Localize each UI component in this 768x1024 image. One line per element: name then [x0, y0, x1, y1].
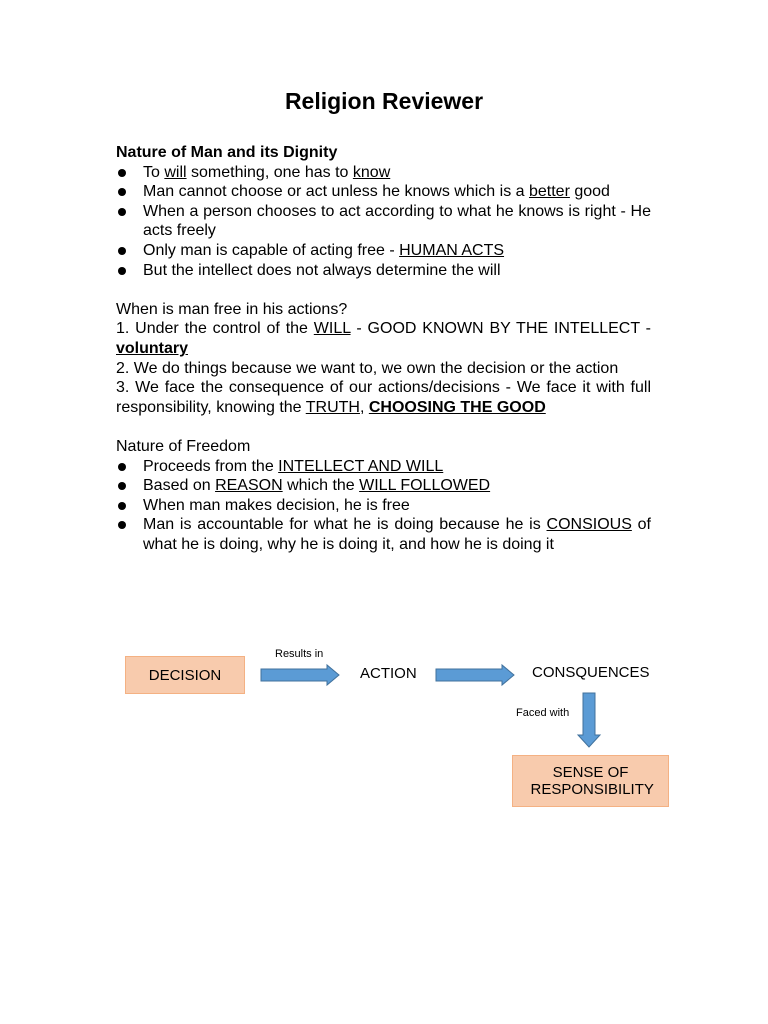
numbered-item: 3. We face the consequence of our actions/decisions - We face it with full responsibility, knowing the TRUTH, CHOOSING THE GOOD	[116, 379, 651, 416]
question-free-actions: When is man free in his actions?	[116, 300, 348, 318]
bullet-item: Proceeds from the INTELLECT AND WILL	[116, 457, 651, 477]
bullet-item: Only man is capable of acting free - HUMAN ACTS	[116, 241, 651, 261]
numbered-item: 2. We do things because we want to, we own the decision or the action	[116, 359, 619, 377]
results-in-label: Results in	[275, 648, 324, 660]
arrow-right-icon	[436, 665, 514, 685]
bullet-item: But the intellect does not always determine the will	[116, 261, 651, 281]
document-body	[116, 143, 651, 554]
consequences-label: CONSQUENCES	[532, 664, 650, 681]
responsibility-label: SENSE OF RESPONSIBILITY	[530, 764, 654, 798]
section-heading-nature-of-man: Nature of Man and its Dignity	[116, 144, 338, 161]
bullet-item: Based on REASON which the WILL FOLLOWED	[116, 476, 651, 496]
bullet-item: Man is accountable for what he is doing because he is CONSIOUS of what he is doing, why he is doing it, and how he is doing it	[116, 515, 651, 554]
bullet-item: To will something, one has to know	[116, 163, 651, 183]
arrow-down-icon	[578, 693, 600, 747]
bullet-item: When a person chooses to act according to what he knows is right - He acts freely	[116, 202, 651, 241]
page-title: Religion Reviewer	[284, 88, 484, 114]
decision-label: DECISION	[148, 666, 222, 684]
responsibility-box	[512, 755, 669, 807]
decision-box	[125, 656, 245, 694]
bullet-list-nature-of-freedom	[116, 457, 651, 555]
arrow-right-icon	[261, 665, 339, 685]
bullet-item: Man cannot choose or act unless he knows which is a better good	[116, 182, 651, 202]
faced-with-label: Faced with	[516, 707, 570, 719]
section-heading-nature-of-freedom: Nature of Freedom	[116, 437, 251, 455]
action-label: ACTION	[360, 665, 417, 682]
freedom-flow-diagram	[0, 640, 768, 820]
bullet-list-nature-of-man	[116, 163, 651, 281]
numbered-item: 1. Under the control of the WILL - GOOD KNOWN BY THE INTELLECT - voluntary	[116, 320, 651, 357]
bullet-item: When man makes decision, he is free	[116, 496, 651, 516]
